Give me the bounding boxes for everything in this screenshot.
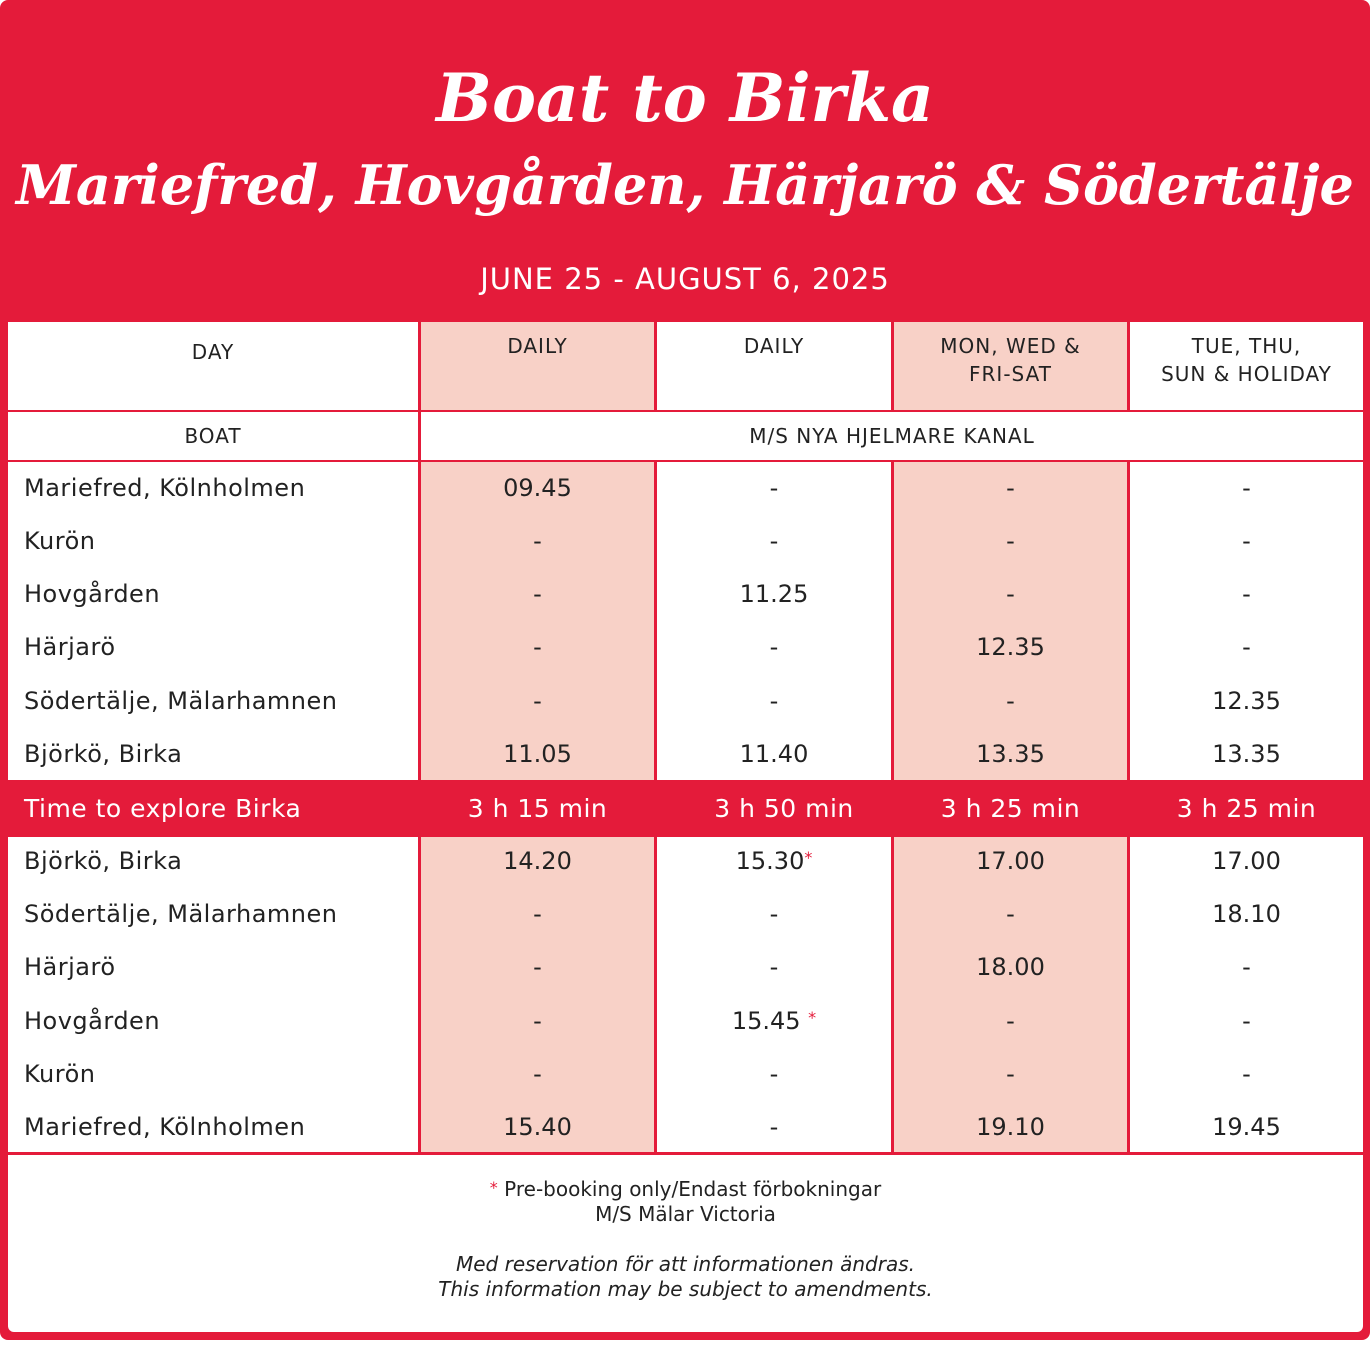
explore-duration: 3 h 25 min [940, 794, 1081, 823]
explore-duration: 3 h 25 min [1176, 794, 1317, 823]
time-cell: - [1242, 633, 1251, 661]
stop-label: Kurön [24, 1060, 96, 1088]
stop-label: Härjarö [24, 633, 116, 661]
time-cell: - [533, 953, 542, 981]
time-cell: 12.35 [976, 633, 1045, 661]
time-cell: 09.45 [503, 474, 572, 502]
time-cell: 15.40 [503, 1113, 572, 1141]
time-cell: 11.40 [739, 740, 809, 768]
time-cell: - [769, 687, 779, 715]
time-cell: 11.05 [503, 740, 572, 768]
asterisk-marker: * [489, 1178, 498, 1197]
footnote-boat: M/S Mälar Victoria [595, 1202, 776, 1226]
timetable [8, 320, 1363, 1332]
time-cell: - [769, 633, 779, 661]
stop-label: Björkö, Birka [24, 847, 183, 875]
stop-label: Södertälje, Mälarhamnen [24, 687, 338, 715]
time-cell: - [769, 527, 779, 555]
time-cell [657, 995, 891, 1048]
header-col-4: TUE, THU, SUN & HOLIDAY [1161, 334, 1332, 386]
time-cell: - [1242, 474, 1251, 502]
grid-top [8, 320, 1363, 322]
grid-v3a [1127, 320, 1130, 410]
time-cell: - [533, 1007, 542, 1035]
time-cell: - [769, 1113, 779, 1141]
explore-band [8, 780, 1363, 837]
time-cell: 11.25 [739, 580, 809, 608]
time-cell: - [1242, 953, 1251, 981]
grid-v1a [654, 320, 657, 410]
time-cell: - [1006, 1060, 1015, 1088]
asterisk-marker: * [804, 848, 813, 867]
time-cell: 18.10 [1212, 900, 1281, 928]
stop-label: Härjarö [24, 953, 116, 981]
time-cell: 19.45 [1212, 1113, 1281, 1141]
time-cell: - [769, 474, 779, 502]
time-cell: - [1242, 527, 1251, 555]
grid-h1 [8, 410, 1363, 412]
footnote-text: Pre-booking only/Endast förbokningar [504, 1177, 882, 1201]
time-cell: - [533, 1060, 542, 1088]
time-cell: 17.00 [976, 847, 1045, 875]
grid-v2a [891, 320, 894, 410]
stop-label: Mariefred, Kölnholmen [24, 1113, 306, 1141]
time-cell: - [769, 1060, 779, 1088]
explore-duration: 3 h 50 min [714, 794, 854, 823]
time-cell: - [1242, 1007, 1251, 1035]
time-cell: - [533, 580, 542, 608]
time-cell: - [533, 687, 542, 715]
time-cell: - [533, 527, 542, 555]
header-boat-label: BOAT [184, 424, 242, 448]
disclaimer-en: This information may be subject to amendments. [438, 1277, 933, 1301]
stop-label: Kurön [24, 527, 96, 555]
header-boat-name: M/S NYA HJELMARE KANAL [749, 424, 1035, 448]
time-cell: - [533, 900, 542, 928]
time-cell: - [1006, 900, 1015, 928]
time-value: 15.30 [735, 847, 805, 875]
header-day: DAY [191, 340, 235, 364]
time-cell: 12.35 [1212, 687, 1281, 715]
stop-label: Hovgården [24, 1007, 161, 1035]
time-cell: - [1242, 580, 1251, 608]
stop-label: Mariefred, Kölnholmen [24, 474, 306, 502]
page-subtitle: Mariefred, Hovgården, Härjarö & Södertälje [16, 153, 1354, 217]
time-cell: - [769, 900, 779, 928]
explore-label: Time to explore Birka [24, 794, 302, 823]
asterisk-marker: * [808, 1008, 817, 1027]
stop-label: Södertälje, Mälarhamnen [24, 900, 338, 928]
time-cell: - [1006, 474, 1015, 502]
footer-notes [8, 1155, 1363, 1302]
time-cell: 13.35 [976, 740, 1045, 768]
stop-label: Hovgården [24, 580, 161, 608]
time-value: 15.45 [731, 1007, 801, 1035]
time-cell: - [1006, 1007, 1015, 1035]
time-cell: - [1006, 687, 1015, 715]
time-cell: 19.10 [976, 1113, 1045, 1141]
time-cell: - [769, 953, 779, 981]
date-range: JUNE 25 - AUGUST 6, 2025 [480, 262, 890, 296]
explore-duration: 3 h 15 min [467, 794, 608, 823]
header-col-1: DAILY [507, 334, 568, 358]
time-cell [657, 835, 891, 888]
footnote [8, 1177, 1363, 1202]
time-cell: - [1242, 1060, 1251, 1088]
time-cell: 13.35 [1212, 740, 1281, 768]
disclaimer-sv: Med reservation för att informationen ändras. [455, 1252, 915, 1276]
header-col-2: DAILY [743, 334, 805, 358]
time-cell: - [1006, 580, 1015, 608]
time-cell: 14.20 [503, 847, 572, 875]
time-cell: 17.00 [1212, 847, 1281, 875]
time-cell: - [1006, 527, 1015, 555]
time-cell: 18.00 [976, 953, 1045, 981]
page-title: Boat to Birka [436, 59, 934, 137]
header-col-3: MON, WED & FRI-SAT [940, 334, 1081, 386]
stop-label: Björkö, Birka [24, 740, 183, 768]
time-cell: - [533, 633, 542, 661]
